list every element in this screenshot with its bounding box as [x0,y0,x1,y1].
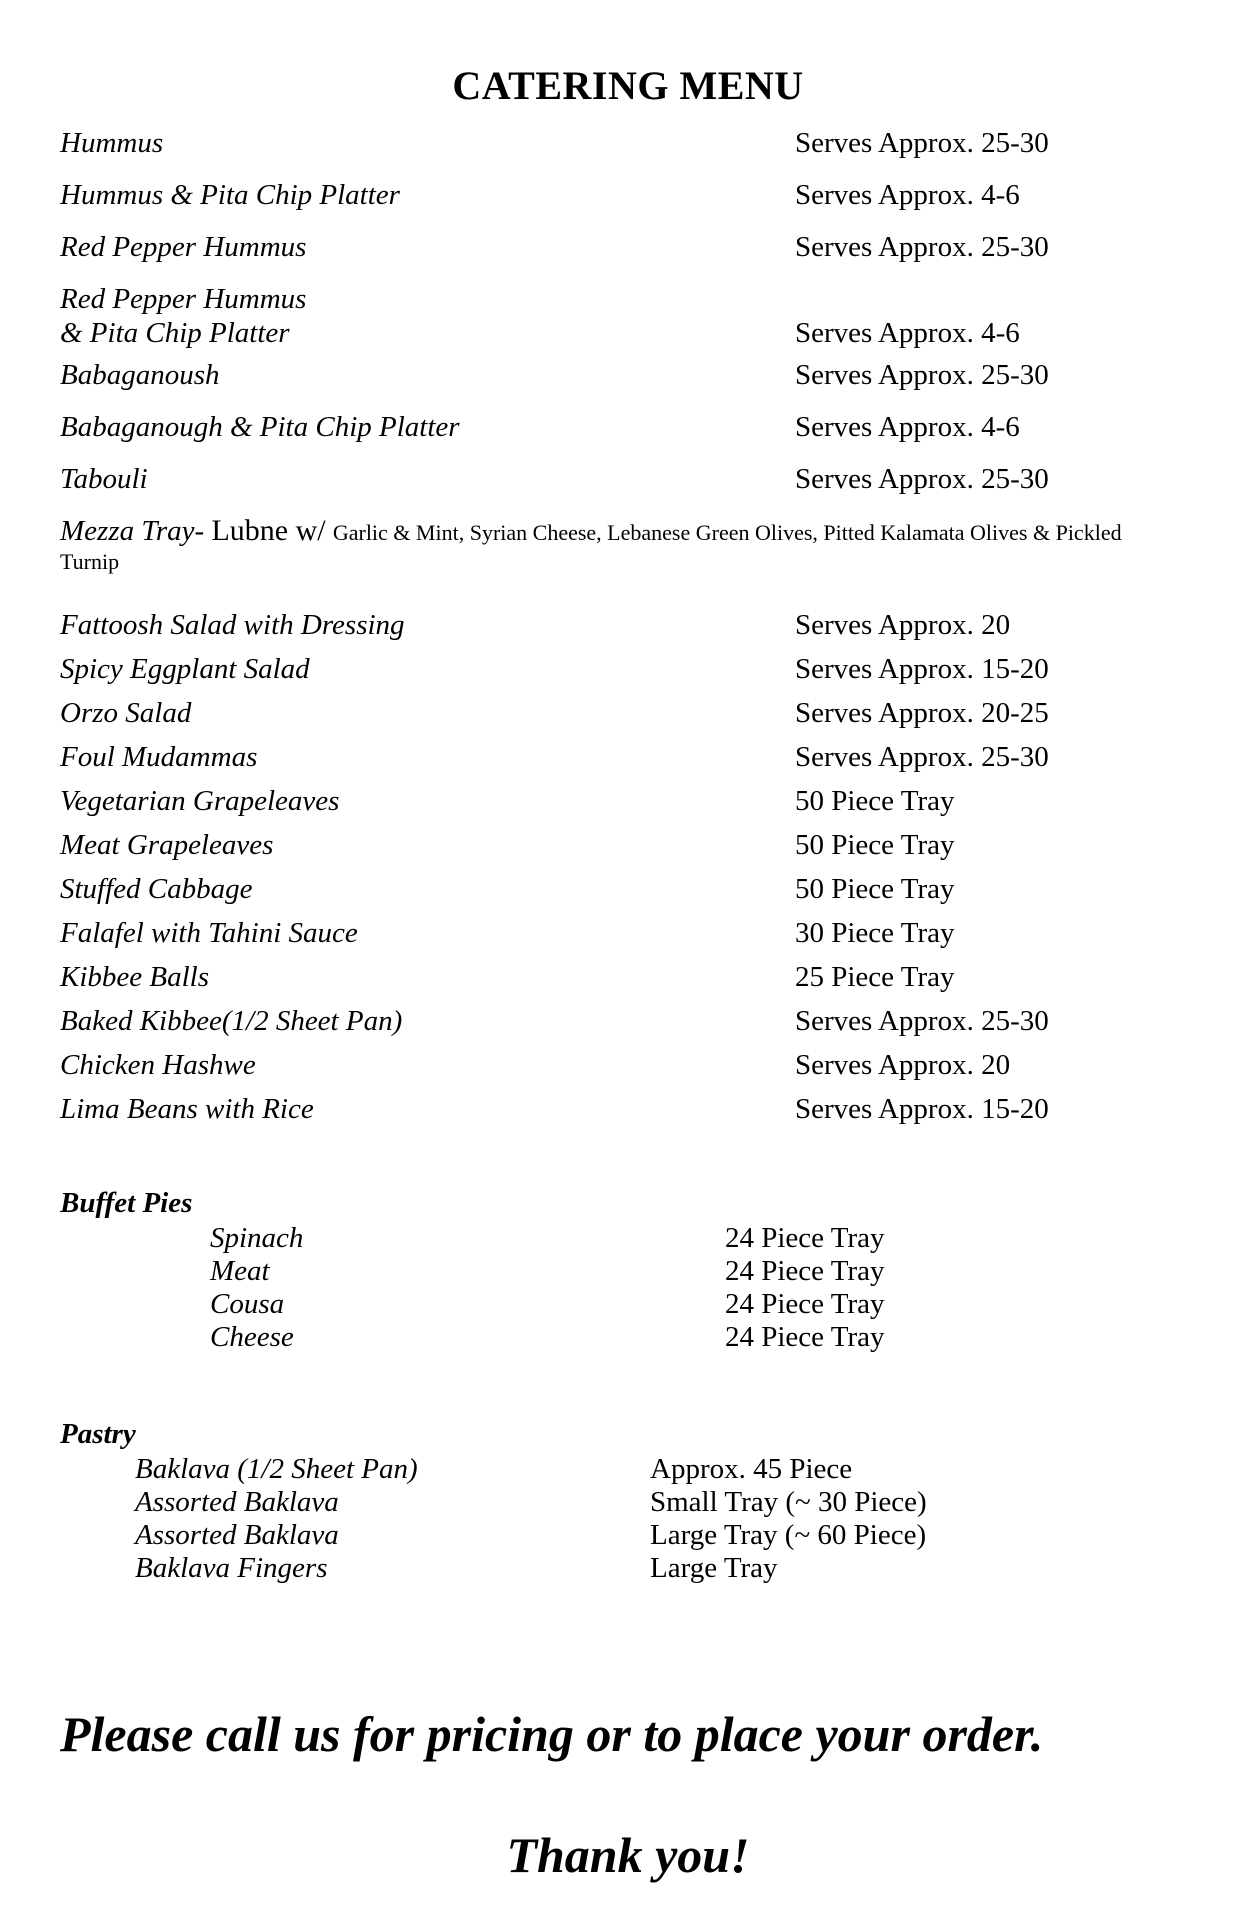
menu-item-serving: Serves Approx. 20 [795,609,1011,641]
menu-item-name: Chicken Hashwe [60,1049,256,1081]
menu-item-row [60,282,1200,350]
pastry-heading: Pastry [60,1418,136,1450]
menu-item-name: Orzo Salad [60,697,192,729]
dips-section [60,126,1200,514]
menu-item-row [60,963,1200,992]
mezza-tray-subname: Lubne w/ [211,514,326,547]
menu-item-serving: 24 Piece Tray [725,1222,885,1254]
menu-item-row [60,1222,1200,1255]
menu-item-row [60,1095,1200,1124]
menu-item-name: Vegetarian Grapeleaves [60,785,340,817]
mezza-tray-line [60,516,1200,575]
menu-item-name: Cousa [210,1288,285,1320]
menu-item-serving: 50 Piece Tray [795,785,955,817]
menu-item-name: Cheese [210,1321,294,1353]
menu-item-name-line2: & Pita Chip Platter [60,317,290,349]
menu-item-row [60,1288,1200,1321]
menu-item-serving: 30 Piece Tray [795,917,955,949]
menu-item-name: Red Pepper Hummus [60,231,307,263]
menu-item-serving: Serves Approx. 25-30 [795,359,1049,391]
menu-item-row [60,358,1200,392]
menu-item-serving: 50 Piece Tray [795,829,955,861]
buffet-pies-section [60,1187,1200,1354]
menu-item-name: Foul Mudammas [60,741,258,773]
menu-item-serving: Approx. 45 Piece [650,1453,853,1485]
menu-item-row [60,831,1200,860]
pastry-section [60,1418,1200,1585]
menu-item-row [60,743,1200,772]
menu-item-name: Hummus [60,127,164,159]
menu-item-name: Assorted Baklava [135,1486,339,1518]
menu-item-serving: 24 Piece Tray [725,1321,885,1353]
menu-item-row [60,1321,1200,1354]
menu-item-row [60,875,1200,904]
menu-item-row [60,230,1200,264]
menu-item-name-line1: Red Pepper Hummus [60,283,307,315]
menu-item-serving: 25 Piece Tray [795,961,955,993]
menu-item-name: Baked Kibbee(1/2 Sheet Pan) [60,1005,403,1037]
menu-item-row [60,1255,1200,1288]
menu-item-name: Fattoosh Salad with Dressing [60,609,405,641]
menu-item-name: Lima Beans with Rice [60,1093,314,1125]
menu-item-name: Spicy Eggplant Salad [60,653,310,685]
page-title: CATERING MENU [452,63,804,108]
menu-item-serving: 50 Piece Tray [795,873,955,905]
menu-item-row [60,699,1200,728]
menu-item-serving: Serves Approx. 25-30 [795,741,1049,773]
buffet-pies-heading: Buffet Pies [60,1187,193,1219]
menu-item-serving: Serves Approx. 15-20 [795,653,1049,685]
menu-item-name [60,282,306,350]
menu-item-row [60,1007,1200,1036]
menu-item-row [60,1453,1200,1486]
menu-item-name: Babaganoush [60,359,220,391]
menu-item-row [60,655,1200,684]
menu-item-serving: Serves Approx. 4-6 [795,179,1020,211]
menu-item-serving: Large Tray [650,1552,778,1584]
menu-item-name: Baklava Fingers [135,1552,328,1584]
menu-item-serving: Serves Approx. 25-30 [795,231,1049,263]
menu-item-row [60,1486,1200,1519]
mezza-tray-description: Garlic & Mint, Syrian Cheese, Lebanese Green Olives, Pitted Kalamata Olives & Pickled [332,520,1122,545]
menu-item-name: Meat Grapeleaves [60,829,274,861]
menu-item-serving: Serves Approx. 4-6 [795,411,1020,443]
menu-item-serving: Serves Approx. 25-30 [795,1005,1049,1037]
menu-item-row [60,410,1200,444]
mezza-tray-description-line2: Turnip [60,549,120,574]
menu-item-name: Tabouli [60,463,148,495]
menu-item-serving: Large Tray (~ 60 Piece) [650,1519,927,1551]
menu-item-row [60,1051,1200,1080]
salads-mains-section [60,611,1200,1139]
menu-item-name: Stuffed Cabbage [60,873,253,905]
menu-item-name: Kibbee Balls [60,961,210,993]
menu-item-name: Spinach [210,1222,304,1254]
menu-item-name: Meat [210,1255,270,1287]
menu-item-serving: Serves Approx. 25-30 [795,127,1049,159]
menu-item-row [60,178,1200,212]
menu-item-row [60,919,1200,948]
menu-item-serving: Serves Approx. 20-25 [795,697,1049,729]
menu-item-row [60,1552,1200,1585]
menu-item-row [60,611,1200,640]
menu-item-serving: Serves Approx. 25-30 [795,463,1049,495]
menu-item-row [60,462,1200,496]
menu-item-serving: Serves Approx. 4-6 [795,317,1020,349]
menu-item-row [60,1519,1200,1552]
menu-item-serving: Serves Approx. 15-20 [795,1093,1049,1125]
menu-item-name: Falafel with Tahini Sauce [60,917,358,949]
menu-item-serving: 24 Piece Tray [725,1288,885,1320]
menu-item-serving: Small Tray (~ 30 Piece) [650,1486,927,1518]
menu-item-name: Hummus & Pita Chip Platter [60,179,400,211]
menu-item-name: Assorted Baklava [135,1519,339,1551]
menu-item-name: Babaganough & Pita Chip Platter [60,411,460,443]
menu-item-row [60,787,1200,816]
mezza-tray-name: Mezza Tray- [60,515,205,547]
menu-item-serving: 24 Piece Tray [725,1255,885,1287]
menu-item-row [60,126,1200,160]
call-for-pricing-line: Please call us for pricing or to place your order. [60,1706,1044,1762]
menu-item-name: Baklava (1/2 Sheet Pan) [135,1453,418,1485]
thank-you-line: Thank you! [506,1827,750,1883]
menu-item-serving: Serves Approx. 20 [795,1049,1011,1081]
